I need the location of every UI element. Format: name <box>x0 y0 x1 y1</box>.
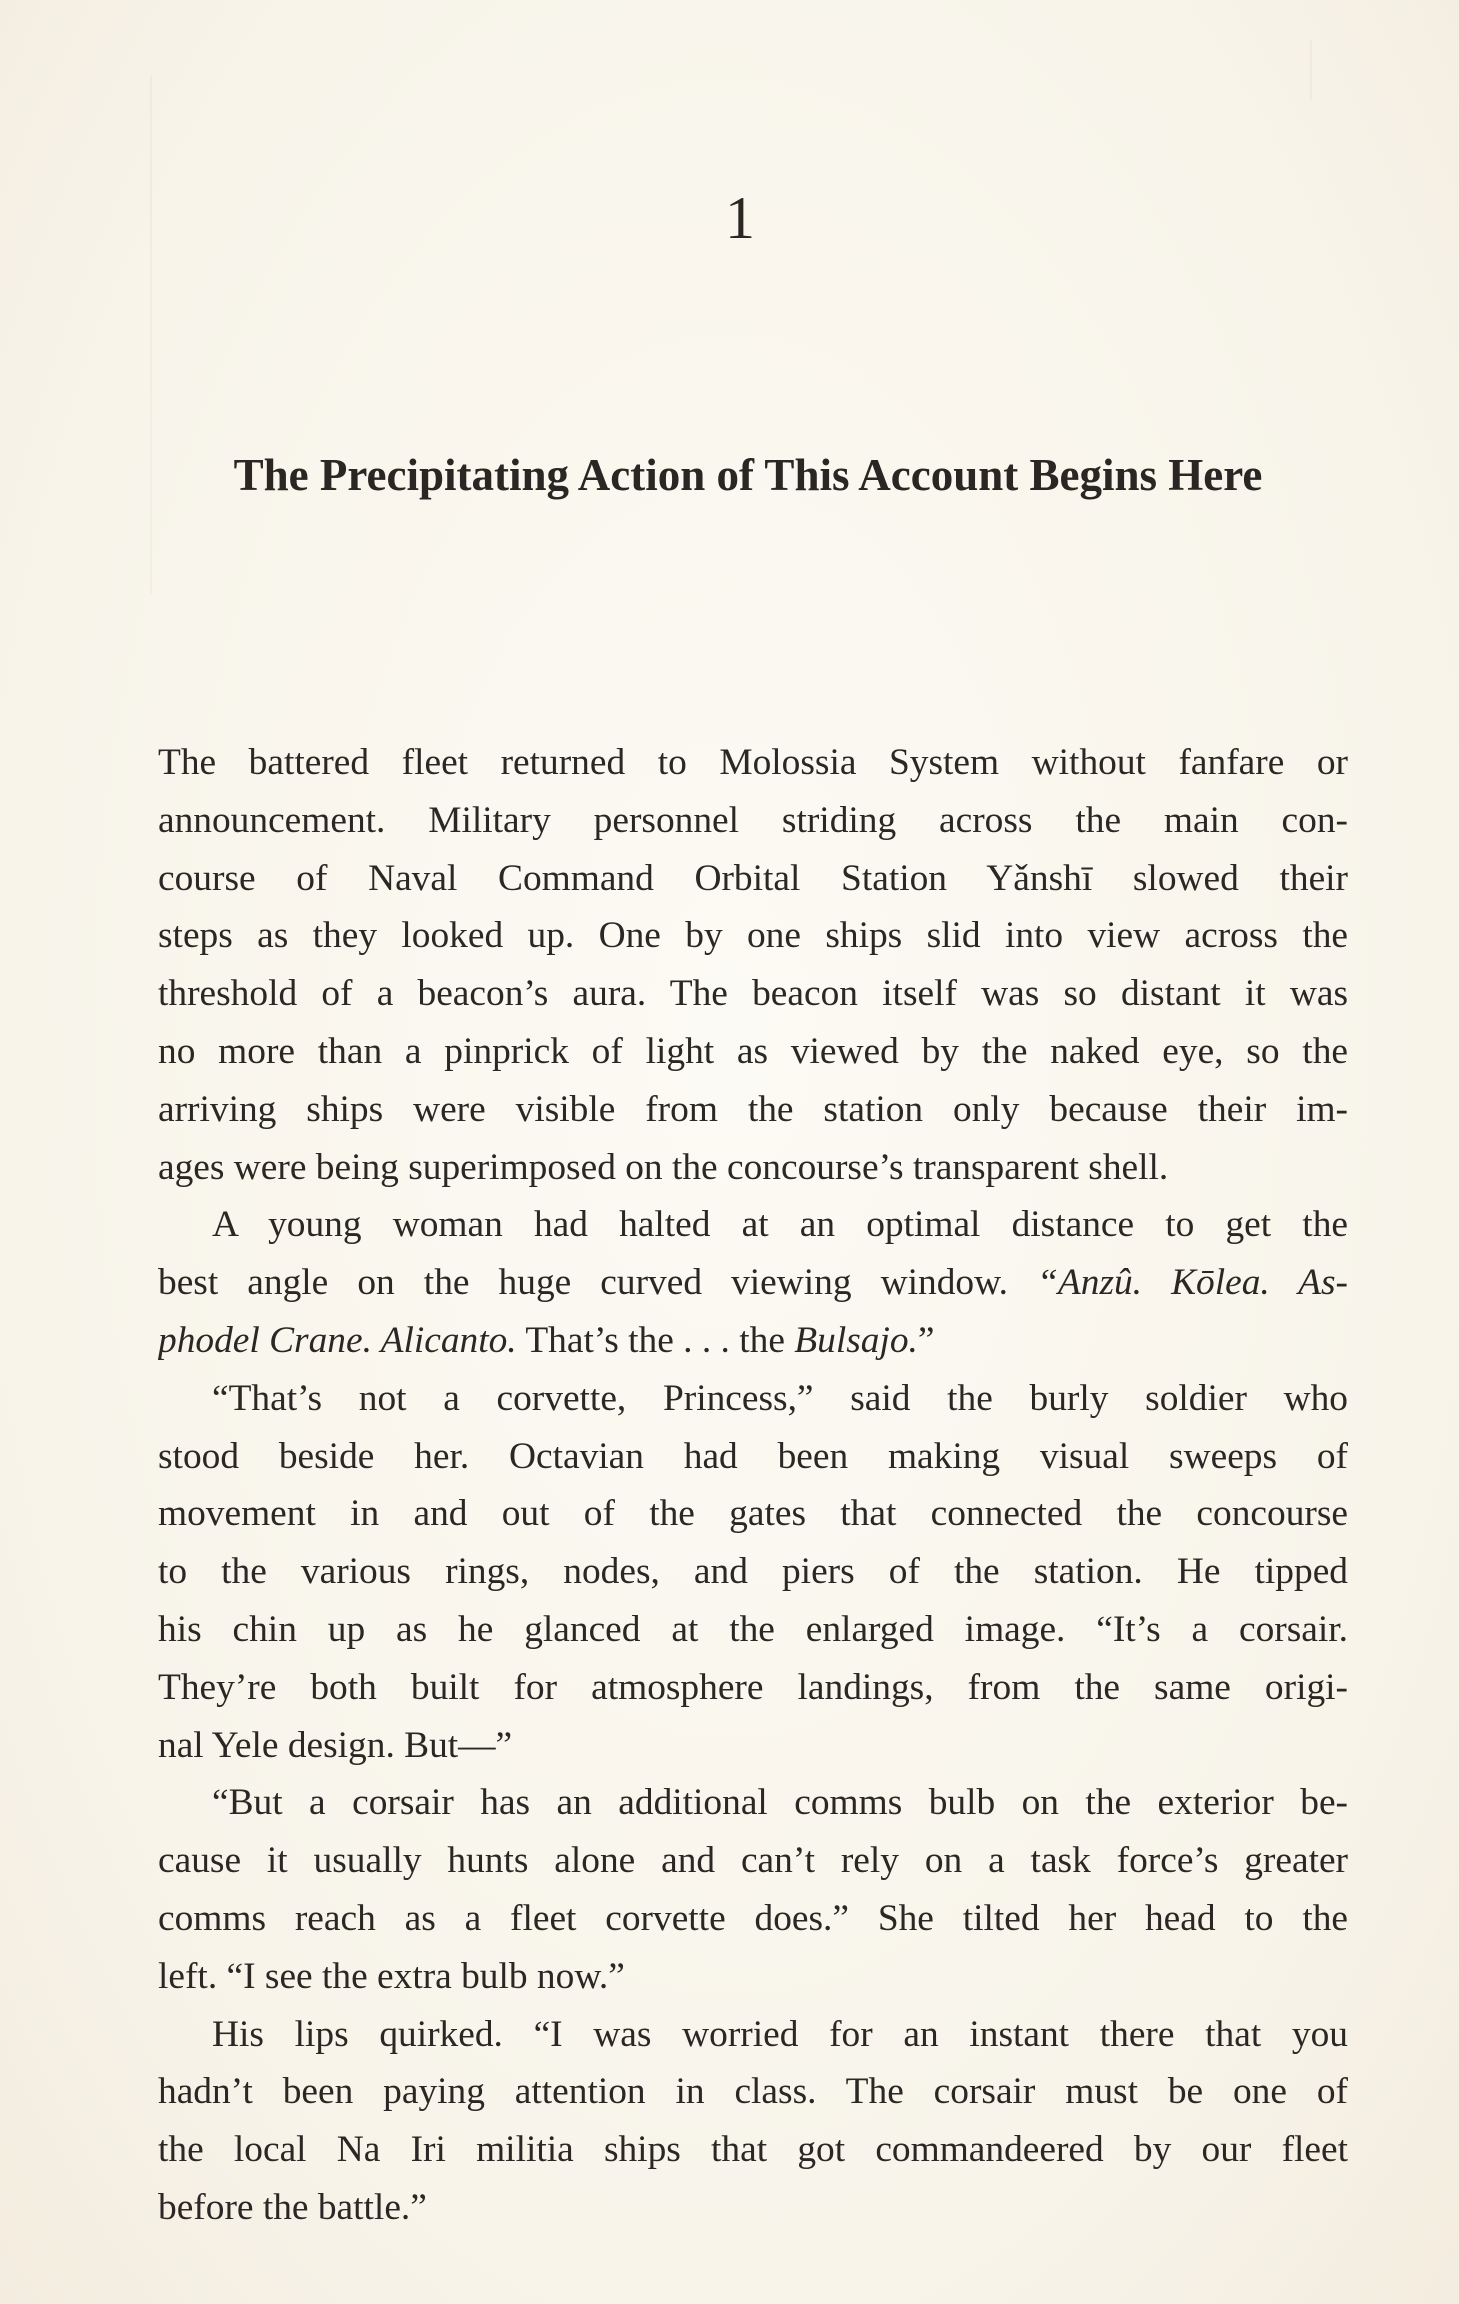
paragraph-end-line <box>158 1312 1348 1370</box>
text-line: cause it usually hunts alone and can’t rely on a task force’s greater <box>158 1840 1348 1882</box>
text-line: stood beside her. Octavian had been making visual sweeps of <box>158 1435 1348 1477</box>
text-line: steps as they looked up. One by one ships slid into view across the <box>158 915 1348 957</box>
paragraph-start-line: His lips quirked. “I was worried for an instant there that you <box>212 2013 1348 2055</box>
paragraph-end-line: before the battle.” <box>158 2186 427 2228</box>
body-text <box>158 734 1348 2237</box>
show-through-mark <box>1310 40 1312 100</box>
text-line: no more than a pinprick of light as viewed by the naked eye, so the <box>158 1030 1348 1072</box>
paragraph-end-line: left. “I see the extra bulb now.” <box>158 1955 625 1997</box>
text-line: course of Naval Command Orbital Station Yǎnshī slowed their <box>158 857 1348 899</box>
text-line: hadn’t been paying attention in class. The corsair must be one of <box>158 2071 1348 2113</box>
ship-name-italic: Bulsajo. <box>794 1319 918 1361</box>
chapter-number: 1 <box>725 185 755 251</box>
paragraph-start-line: “But a corsair has an additional comms bulb on the exterior be- <box>212 1782 1348 1824</box>
text-line: arriving ships were visible from the station only because their im- <box>158 1088 1348 1130</box>
chapter-title: The Precipitating Action of This Account Begins Here <box>233 450 1263 500</box>
paragraph-start-line: A young woman had halted at an optimal distance to get the <box>212 1204 1348 1246</box>
text-line: the local Na Iri militia ships that got commandeered by our fleet <box>158 2129 1348 2171</box>
text-line <box>158 1254 1348 1312</box>
text-line: threshold of a beacon’s aura. The beacon itself was so distant it was <box>158 973 1348 1015</box>
text-run: best angle on the huge curved viewing window. <box>158 1262 1038 1304</box>
text-line: The battered fleet returned to Molossia System without fanfare or <box>158 742 1348 783</box>
ship-names-italic: “Anzû. Kōlea. As- <box>1037 1262 1348 1304</box>
text-line: to the various rings, nodes, and piers of the station. He tipped <box>158 1551 1348 1593</box>
text-run: That’s the . . . the <box>516 1319 795 1361</box>
text-line: announcement. Military personnel striding across the main con- <box>158 799 1348 841</box>
show-through-mark <box>150 75 152 595</box>
text-line: movement in and out of the gates that connected the concourse <box>158 1493 1348 1535</box>
text-line: his chin up as he glanced at the enlarged image. “It’s a corsair. <box>158 1608 1348 1650</box>
paragraph-end-line: nal Yele design. But—” <box>158 1724 513 1766</box>
ship-names-italic: phodel Crane. Alicanto. <box>158 1319 517 1361</box>
paragraph-end-line: ages were being superimposed on the concourse’s transparent shell. <box>158 1146 1169 1188</box>
text-line: They’re both built for atmosphere landings, from the same origi- <box>158 1666 1348 1708</box>
paragraph-start-line: “That’s not a corvette, Princess,” said the burly soldier who <box>212 1377 1348 1419</box>
text-line: comms reach as a fleet corvette does.” She tilted her head to the <box>158 1897 1348 1939</box>
text-run: ” <box>917 1319 935 1361</box>
